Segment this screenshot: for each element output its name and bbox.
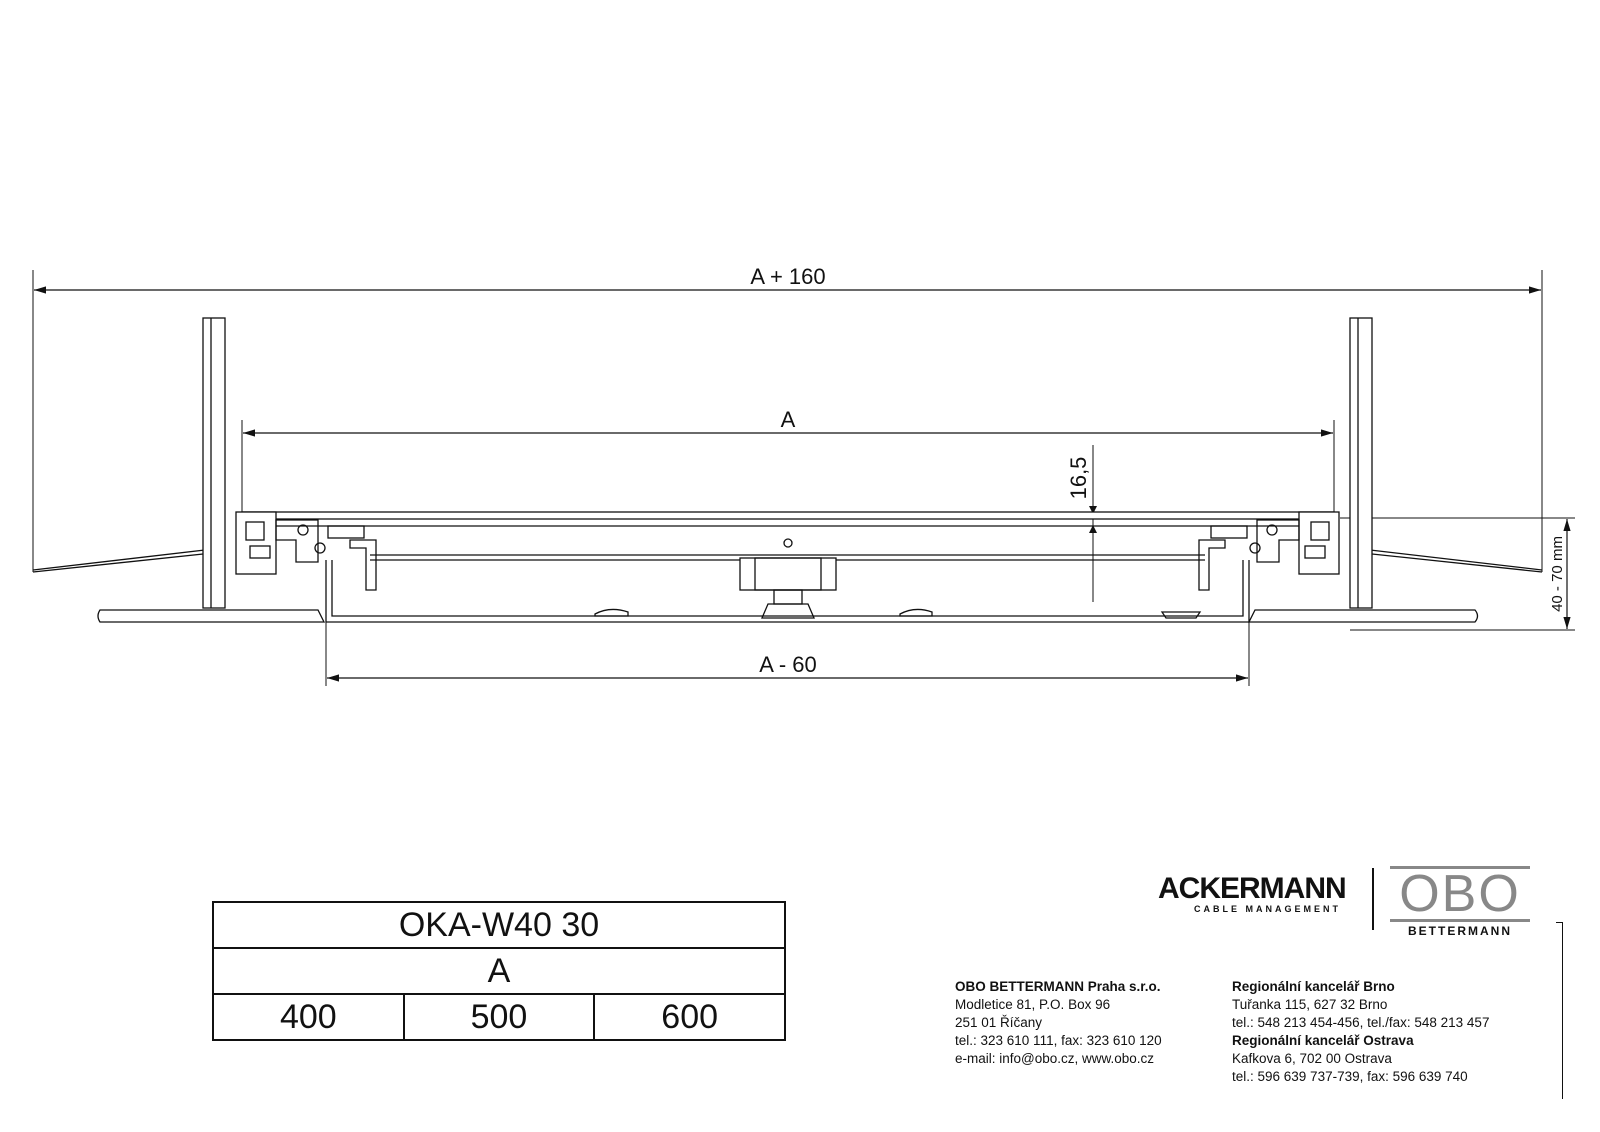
dimension-depth-label: 16,5 — [1066, 456, 1091, 500]
office-title: Regionální kancelář Ostrava — [1232, 1033, 1414, 1048]
phone-line: tel.: 596 639 737-739, fax: 596 639 740 — [1232, 1069, 1468, 1084]
obo-logo: OBO BETTERMANN — [1390, 866, 1530, 938]
address-line: Tuřanka 115, 627 32 Brno — [1232, 997, 1388, 1012]
contact-headquarters — [955, 978, 1162, 1068]
table-value-cell: 600 — [594, 994, 785, 1040]
dimension-overall-label: A + 160 — [750, 264, 826, 289]
dimension-height-range-label: 40 - 70 mm — [1549, 536, 1566, 612]
spec-table — [212, 901, 786, 1041]
page-corner-mark — [1556, 922, 1563, 1099]
dimension-inner-label: A — [780, 407, 796, 432]
ackermann-logo: ACKERMANN CABLE MANAGEMENT — [1158, 872, 1346, 914]
floor-box-cross-section — [33, 318, 1542, 622]
dimension-inner — [242, 407, 1334, 512]
phone-line: tel.: 323 610 111, fax: 323 610 120 — [955, 1033, 1162, 1048]
dimension-depth — [1066, 445, 1097, 602]
office-title: Regionální kancelář Brno — [1232, 979, 1395, 994]
address-line: Modletice 81, P.O. Box 96 — [955, 997, 1111, 1012]
logo-divider — [1372, 868, 1374, 930]
table-value-cell: 400 — [213, 994, 404, 1040]
company-name: OBO BETTERMANN Praha s.r.o. — [955, 979, 1161, 994]
phone-line: tel.: 548 213 454-456, tel./fax: 548 213 457 — [1232, 1015, 1490, 1030]
logos — [1158, 866, 1538, 936]
table-value-cell: 500 — [404, 994, 595, 1040]
table-product-cell: OKA-W40 30 — [213, 902, 785, 948]
email-line: e-mail: info@obo.cz, www.obo.cz — [955, 1051, 1155, 1066]
dimension-bottom — [326, 622, 1249, 686]
address-line: Kafkova 6, 702 00 Ostrava — [1232, 1051, 1392, 1066]
dimension-bottom-label: A - 60 — [759, 652, 817, 677]
table-column-header: A — [213, 948, 785, 994]
contact-regional-offices — [1232, 978, 1489, 1086]
address-line: 251 01 Říčany — [955, 1015, 1043, 1030]
